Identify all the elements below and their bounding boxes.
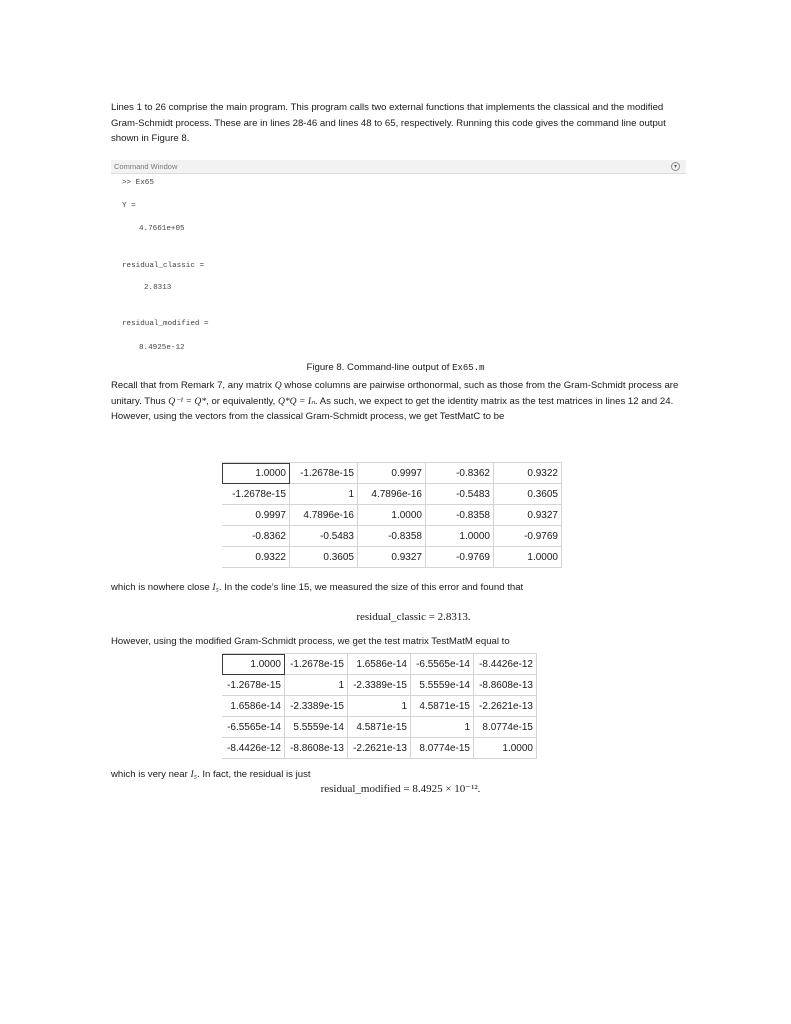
- matrix-cell[interactable]: 1.0000: [222, 654, 285, 675]
- residual-classic-equation: residual_classic = 2.8313.: [356, 611, 471, 623]
- after-c-text-2: . In the code’s line 15, we measured the size of this error and found that: [218, 582, 524, 593]
- matrix-cell[interactable]: 1.0000: [426, 526, 494, 547]
- matrix-cell[interactable]: -6.5565e-14: [222, 717, 285, 738]
- matrix-cell[interactable]: -1.2678e-15: [222, 675, 285, 696]
- matrix-cell[interactable]: 1.0000: [222, 463, 290, 484]
- recall-text-4: . As such, we expect to get the identity matrix as the test matrices in lines 12 and 24. However, using the vectors from the classical Gram-Schmidt process, we get TestMatC to be: [111, 395, 674, 422]
- matrix-cell[interactable]: 1: [411, 717, 474, 738]
- matrix-cell[interactable]: -2.2621e-13: [348, 738, 411, 759]
- output-residual-modified-name: residual_modified =: [122, 320, 209, 328]
- unitary-identity: Q*Q = Iₙ: [277, 395, 315, 407]
- matrix-cell[interactable]: 4.7896e-16: [358, 484, 426, 505]
- matrix-row: [222, 738, 537, 759]
- matrix-row: [222, 654, 537, 675]
- matrix-cell[interactable]: -2.2621e-13: [474, 696, 537, 717]
- matrix-row: [222, 675, 537, 696]
- matrix-cell[interactable]: -2.3389e-15: [348, 675, 411, 696]
- matrix-row: [222, 696, 537, 717]
- figure-caption-filename: Ex65.m: [452, 363, 485, 373]
- matrix-cell[interactable]: -1.2678e-15: [285, 654, 348, 675]
- matrix-cell[interactable]: -0.5483: [426, 484, 494, 505]
- matrix-cell[interactable]: 4.5871e-15: [411, 696, 474, 717]
- recall-paragraph: [111, 378, 691, 425]
- window-menu-icon: ▾: [671, 162, 680, 171]
- matrix-cell[interactable]: -8.4426e-12: [474, 654, 537, 675]
- matrix-cell[interactable]: 0.3605: [494, 484, 562, 505]
- matrix-cell[interactable]: -0.5483: [290, 526, 358, 547]
- matrix-cell[interactable]: 0.9997: [222, 505, 290, 526]
- residual-modified-equation: residual_modified = 8.4925 × 10⁻¹².: [320, 783, 481, 795]
- matrix-cell[interactable]: 1.0000: [474, 738, 537, 759]
- command-prompt: >> Ex65: [122, 179, 154, 187]
- after-testmatc-paragraph: [111, 580, 691, 596]
- matrix-cell[interactable]: 8.0774e-15: [474, 717, 537, 738]
- matrix-cell[interactable]: -0.8358: [426, 505, 494, 526]
- final-paragraph: [111, 767, 691, 783]
- testmatc-table: [222, 462, 562, 568]
- matrix-row: [222, 526, 562, 547]
- matrix-cell[interactable]: 0.9322: [222, 547, 290, 568]
- command-window-screenshot: [111, 160, 686, 352]
- command-window-titlebar: [111, 160, 686, 174]
- matrix-cell[interactable]: 0.9322: [494, 463, 562, 484]
- matrix-cell[interactable]: -0.9769: [494, 526, 562, 547]
- after-c-text-1: which is nowhere close: [111, 582, 210, 593]
- matrix-row: [222, 505, 562, 526]
- output-residual-modified-value: 8.4925e-12: [139, 344, 185, 352]
- matrix-cell[interactable]: 0.3605: [290, 547, 358, 568]
- matrix-cell[interactable]: -0.8362: [426, 463, 494, 484]
- matrix-cell[interactable]: 1.0000: [358, 505, 426, 526]
- matrix-row: [222, 463, 562, 484]
- recall-text-1: Recall that from Remark 7, any matrix: [111, 380, 273, 391]
- testmatm-table: [222, 653, 537, 759]
- command-window-title: Command Window: [114, 162, 178, 171]
- recall-text-3: , or equivalently,: [206, 395, 276, 407]
- matrix-cell[interactable]: 4.7896e-16: [290, 505, 358, 526]
- matrix-cell[interactable]: -0.8362: [222, 526, 290, 547]
- matrix-cell[interactable]: 5.5559e-14: [285, 717, 348, 738]
- matrix-cell[interactable]: 0.9997: [358, 463, 426, 484]
- modified-paragraph: However, using the modified Gram-Schmidt process, we get the test matrix TestMatM equal to: [111, 636, 510, 647]
- matrix-cell[interactable]: 1.6586e-14: [348, 654, 411, 675]
- recall-text-2: whose columns are pairwise orthonormal, such as those from the Gram-Schmidt process are unitary. Thus: [111, 380, 679, 407]
- output-residual-classic-value: 2.8313: [144, 284, 172, 292]
- matrix-cell[interactable]: 0.9327: [494, 505, 562, 526]
- inverse-identity: Q⁻¹ = Q*: [168, 395, 207, 407]
- output-var-y-name: Y =: [122, 202, 136, 210]
- matrix-cell[interactable]: 5.5559e-14: [411, 675, 474, 696]
- matrix-cell[interactable]: -8.8608e-13: [285, 738, 348, 759]
- matrix-cell[interactable]: 1.6586e-14: [222, 696, 285, 717]
- intro-paragraph: Lines 1 to 26 comprise the main program. This program calls two external functions that implements the classical and the modified Gram-Schmidt process. These are in lines 28-46 and lines 48 to 65, respectively. Running this code gives the command line output shown in Figure 8.: [111, 102, 666, 144]
- matrix-cell[interactable]: 1.0000: [494, 547, 562, 568]
- matrix-q-symbol: Q: [274, 380, 282, 391]
- matrix-row: [222, 547, 562, 568]
- matrix-cell[interactable]: -6.5565e-14: [411, 654, 474, 675]
- identity-i5-symbol: I₅: [212, 582, 219, 593]
- matrix-cell[interactable]: -1.2678e-15: [222, 484, 290, 505]
- matrix-cell[interactable]: 1: [285, 675, 348, 696]
- matrix-row: [222, 484, 562, 505]
- final-text-2: . In fact, the residual is just: [196, 769, 311, 780]
- matrix-cell[interactable]: -2.3389e-15: [285, 696, 348, 717]
- matrix-row: [222, 717, 537, 738]
- final-text-1: which is very near: [111, 769, 188, 780]
- matrix-cell[interactable]: 1: [290, 484, 358, 505]
- output-residual-classic-name: residual_classic =: [122, 262, 205, 270]
- matrix-cell[interactable]: 8.0774e-15: [411, 738, 474, 759]
- figure-caption-text: Figure 8. Command-line output of: [306, 362, 450, 373]
- matrix-cell[interactable]: -1.2678e-15: [290, 463, 358, 484]
- identity-i5-symbol-2: I₅: [190, 769, 197, 780]
- matrix-cell[interactable]: 1: [348, 696, 411, 717]
- figure-caption: [0, 362, 791, 374]
- output-var-y-value: 4.7661e+05: [139, 225, 185, 233]
- matrix-cell[interactable]: 4.5871e-15: [348, 717, 411, 738]
- matrix-cell[interactable]: -8.8608e-13: [474, 675, 537, 696]
- matrix-cell[interactable]: -8.4426e-12: [222, 738, 285, 759]
- matrix-cell[interactable]: -0.9769: [426, 547, 494, 568]
- matrix-cell[interactable]: 0.9327: [358, 547, 426, 568]
- matrix-cell[interactable]: -0.8358: [358, 526, 426, 547]
- command-window-output: [111, 174, 686, 352]
